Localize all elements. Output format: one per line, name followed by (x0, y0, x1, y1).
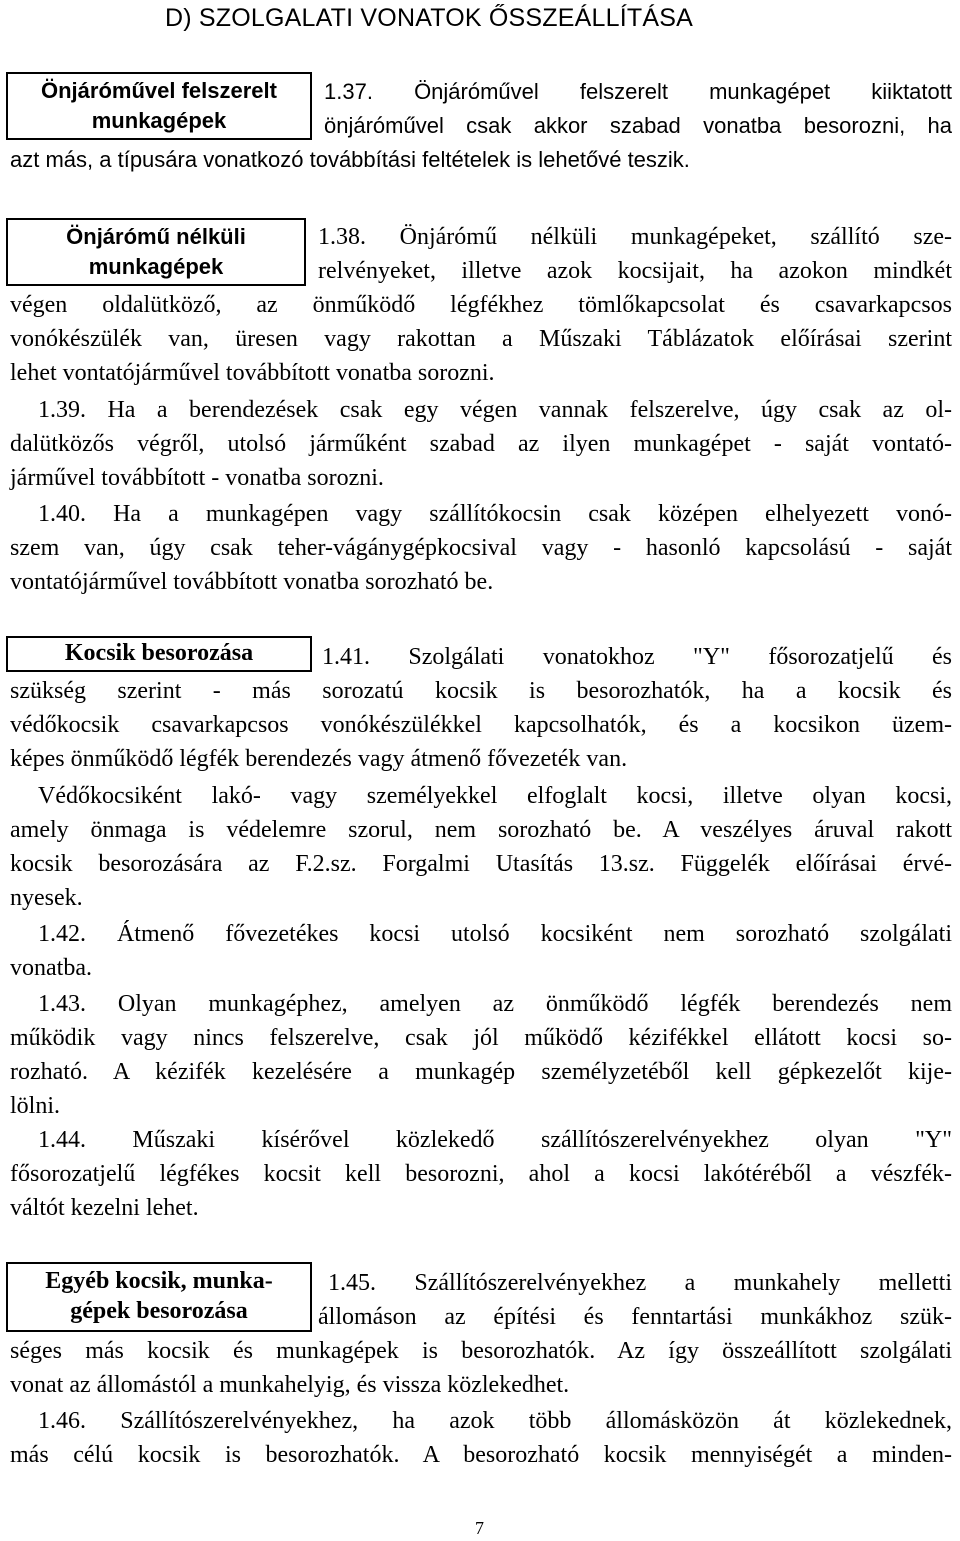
text-line: nyesek. (10, 885, 83, 911)
page-heading: D) SZOLGALATI VONATOK ŐSSZEÁLLÍTÁSA (165, 4, 693, 32)
text-line: önjáróművel csak akkor szabad vonatba besorozni, ha (324, 113, 952, 138)
text-line: 1.46. Szállítószerelvényekhez, ha azok több állomásközön át közlekednek, (38, 1408, 952, 1434)
margin-label-line: Egyéb kocsik, munka- (45, 1268, 273, 1294)
margin-label-box (6, 72, 312, 140)
text-line: lehet vontatójárművel továbbított vonatba sorozni. (10, 360, 495, 386)
text-line: 1.38. Önjárómű nélküli munkagépeket, szállító sze- (318, 224, 952, 250)
text-line: séges más kocsik és munkagépek is besorozhatók. Az így összeállított szolgálati (10, 1338, 952, 1364)
text-line: más célú kocsik is besorozhatók. A besorozható kocsik mennyiségét a minden- (10, 1442, 952, 1468)
margin-label-line: munkagépek (88, 254, 224, 279)
margin-label-line: munkagépek (91, 108, 227, 133)
text-line: vontatójárművel továbbított vonatba sorozható be. (10, 569, 494, 595)
text-line: végen oldalütköző, az önműködő légfékhez tömlőkapcsolat és csavarkapcsos (10, 292, 952, 318)
text-line: szükség szerint - más sorozatú kocsik is besorozhatók, ha a kocsik és (10, 678, 952, 704)
text-line: vonatba. (10, 955, 92, 981)
margin-label-box (6, 1262, 312, 1332)
text-line: azt más, a típusára vonatkozó továbbítási feltételek is lehetővé teszik. (10, 147, 690, 172)
text-line: amely önmaga is védelemre szorul, nem sorozható be. A veszélyes áruval rakott (10, 817, 952, 843)
text-line: állomáson az építési és fenntartási munkákhoz szük- (318, 1304, 952, 1330)
text-line: 1.45. Szállítószerelvényekhez a munkahely melletti (328, 1270, 952, 1296)
text-line: 1.43. Olyan munkagéphez, amelyen az önműködő légfék berendezés nem (38, 991, 952, 1017)
text-line: váltót kezelni lehet. (10, 1195, 199, 1221)
margin-label-line: Önjárómű nélküli (66, 224, 246, 249)
text-line: járművel továbbított - vonatba sorozni. (10, 465, 384, 491)
margin-label-box (6, 218, 306, 286)
text-line: 1.37. Önjáróművel felszerelt munkagépet kiiktatott (324, 79, 952, 104)
text-line: rozható. A kézifék kezelésére a munkagép személyzetéből kell gépkezelőt kije- (10, 1059, 952, 1085)
text-line: 1.42. Átmenő fővezetékes kocsi utolsó kocsiként nem sorozható szolgálati (38, 921, 952, 947)
text-line: vonókészülék van, üresen vagy rakottan a Műszaki Táblázatok előírásai szerint (10, 326, 952, 352)
text-line: kocsik besorozására az F.2.sz. Forgalmi Utasítás 13.sz. Függelék előírásai érvé- (10, 851, 952, 877)
text-line: fősorozatjelű légfékes kocsit kell besorozni, ahol a kocsi lakótéréből a vészfék- (10, 1161, 952, 1187)
margin-label-line: Kocsik besorozása (64, 640, 254, 666)
page-number: 7 (475, 1518, 484, 1538)
text-line: 1.41. Szolgálati vonatokhoz "Y" fősorozatjelű és (322, 644, 952, 670)
text-line: működik vagy nincs felszerelve, csak jól működő kézifékkel ellátott kocsi so- (10, 1025, 952, 1051)
text-line: Védőkocsiként lakó- vagy személyekkel elfoglalt kocsi, illetve olyan kocsi, (38, 783, 952, 809)
margin-label-box (6, 636, 312, 672)
text-line: 1.44. Műszaki kísérővel közlekedő szállítószerelvényekhez olyan "Y" (38, 1127, 952, 1153)
text-line: védőkocsik csavarkapcsos vonókészülékkel kapcsolhatók, és a kocsikon üzem- (10, 712, 952, 738)
text-line: 1.40. Ha a munkagépen vagy szállítókocsin csak középen elhelyezett vonó- (38, 501, 952, 527)
margin-label-line: Önjáróművel felszerelt (41, 78, 277, 103)
text-line: lölni. (10, 1093, 61, 1119)
text-line: vonat az állomástól a munkahelyig, és vissza közlekedhet. (10, 1372, 570, 1398)
margin-label-line: gépek besorozása (70, 1298, 248, 1324)
text-line: dalütközős végről, utolsó járműként szabad az ilyen munkagépet - saját vontató- (10, 431, 952, 457)
text-line: szem van, úgy csak teher-vágánygépkocsival vagy - hasonló kapcsolású - saját (10, 535, 952, 561)
text-line: 1.39. Ha a berendezések csak egy végen vannak felszerelve, úgy csak az ol- (38, 397, 952, 423)
text-line: képes önműködő légfék berendezés vagy átmenő fővezeték van. (10, 746, 628, 772)
text-line: relvényeket, illetve azok kocsijait, ha azokon mindkét (318, 258, 952, 284)
